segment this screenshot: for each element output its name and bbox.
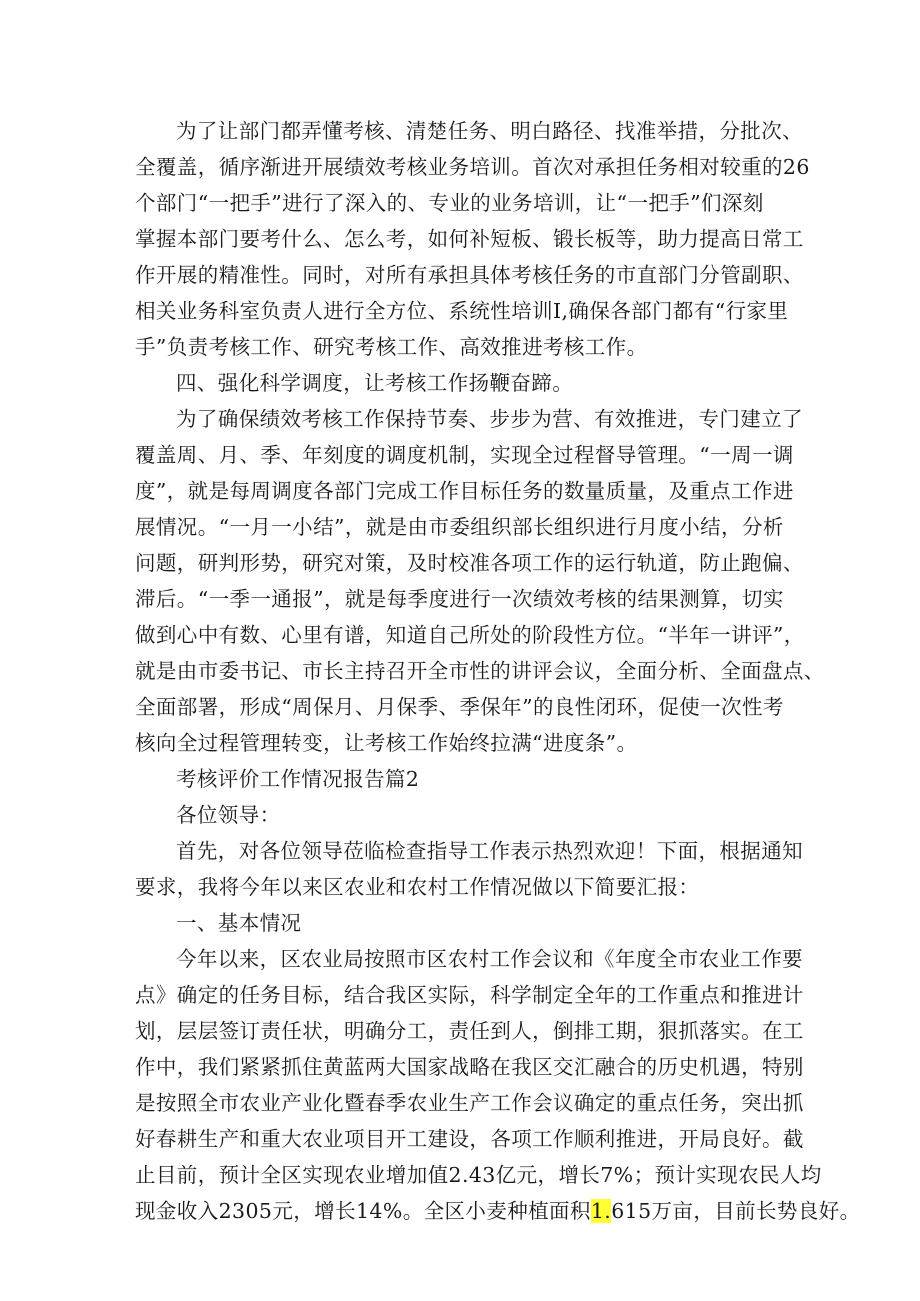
text-line: 各位领导： (176, 803, 281, 827)
text-line: 掌握本部门要考什么、怎么考，如何补短板、锻长板等，助力提高日常工 (135, 227, 804, 251)
document-body (135, 113, 861, 1229)
highlighted-text: 1. (590, 1199, 612, 1223)
text-line: 要求，我将今年以来区农业和农村工作情况做以下简要汇报： (135, 875, 700, 899)
text-line: 就是由市委书记、市长主持召开全市性的讲评会议，全面分析、全面盘点、 (135, 659, 825, 683)
text-line: 相关业务科室负责人进行全方位、系统性培训I,确保各部门都有“行家里 (135, 299, 789, 323)
text-line: 首先，对各位领导莅临检查指导工作表示热烈欢迎！下面，根据通知 (176, 839, 803, 863)
text-line: 好春耕生产和重大农业项目开工建设，各项工作顺利推进，开局良好。截 (135, 1127, 804, 1151)
text-line: 止目前，预计全区实现农业增加值2.43亿元，增长7%；预计实现农民人均 (135, 1163, 822, 1187)
text-line: 滞后。“一季一通报”，就是每季度进行一次绩效考核的结果测算，切实 (135, 587, 784, 611)
text-line: 为了确保绩效考核工作保持节奏、步步为营、有效推进，专门建立了 (176, 407, 803, 431)
text-line: 全面部署，形成“周保月、月保季、季保年”的良性闭环，促使一次性考 (135, 695, 784, 719)
text-line: 个部门“一把手”进行了深入的、专业的业务培训，让“一把手”们深刻 (135, 191, 764, 215)
text-line: 今年以来，区农业局按照市区农村工作会议和《年度全市农业工作要 (176, 947, 803, 971)
text-line: 核向全过程管理转变，让考核工作始终拉满“进度条”。 (135, 731, 638, 755)
last-line-after: 615万亩，目前长势良好。 (611, 1199, 861, 1223)
text-line: 考核评价工作情况报告篇2 (176, 767, 420, 791)
text-line: 覆盖周、月、季、年刻度的调度机制，实现全过程督导管理。“一周一调 (135, 443, 794, 467)
text-line: 作中，我们紧紧抓住黄蓝两大国家战略在我区交汇融合的历史机遇，特别 (135, 1055, 804, 1079)
text-line: 是按照全市农业产业化暨春季农业生产工作会议确定的重点任务，突出抓 (135, 1091, 804, 1115)
text-line: 四、强化科学调度，让考核工作扬鞭奋蹄。 (176, 371, 574, 395)
text-line: 展情况。“一月一小结”，就是由市委组织部长组织进行月度小结，分析 (135, 515, 784, 539)
text-line: 一、基本情况 (176, 911, 302, 935)
text-line: 手”负责考核工作、研究考核工作、高效推进考核工作。 (135, 335, 648, 359)
last-line-before: 现金收入2305元，增长14%。全区小麦种植面积 (135, 1199, 591, 1223)
text-line: 度”，就是每周调度各部门完成工作目标任务的数量质量，及重点工作进 (135, 479, 794, 503)
text-line: 作开展的精准性。同时，对所有承担具体考核任务的市直部门分管副职、 (135, 263, 804, 287)
text-line: 做到心中有数、心里有谱，知道自己所处的阶段性方位。“半年一讲评”， (135, 623, 805, 647)
text-line-last (135, 1193, 861, 1229)
text-line: 点》确定的任务目标，结合我区实际，科学制定全年的工作重点和推进计 (135, 983, 804, 1007)
text-line: 全覆盖，循序渐进开展绩效考核业务培训。首次对承担任务相对较重的26 (135, 155, 810, 179)
text-line: 为了让部门都弄懂考核、清楚任务、明白路径、找准举措，分批次、 (176, 119, 803, 143)
text-line: 划，层层签订责任状，明确分工，责任到人，倒排工期，狠抓落实。在工 (135, 1019, 804, 1043)
text-line: 问题，研判形势，研究对策，及时校准各项工作的运行轨道，防止跑偏、 (135, 551, 804, 575)
